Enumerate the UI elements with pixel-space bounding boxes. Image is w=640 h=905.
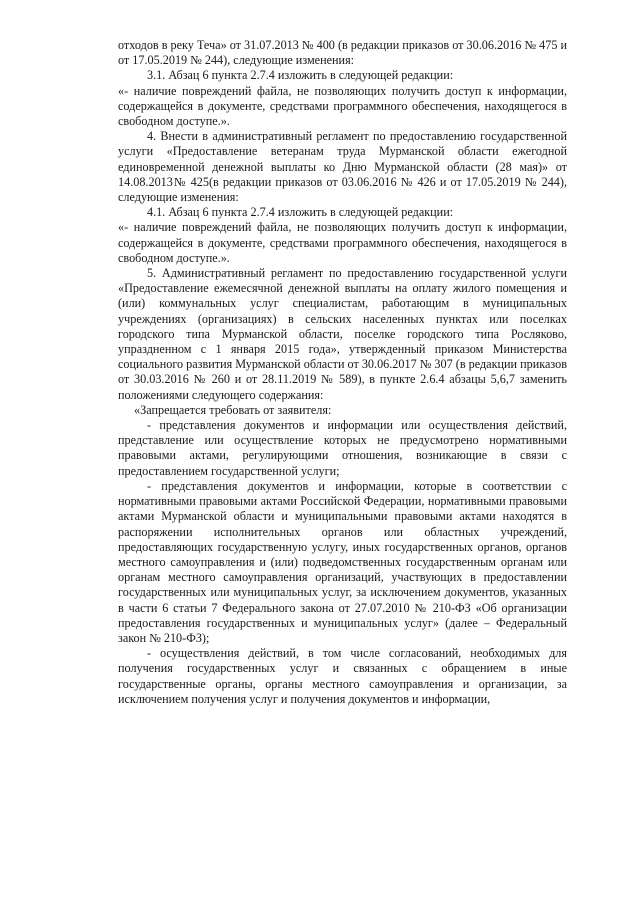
paragraph-7: 5. Административный регламент по предоставлению государственной услуги «Предоставление ежемесячной денежной выплаты на оплату жилого помещения и (или) коммунальных услуг специалистам, работающим в муниципальных учреждениях (организациях) в сельских населенных пунктах или поселках городского типа Мурманской области, поселке городского типа Росляково, упраздненном с 1 января 2015 года», утвержденный приказом Министерства социального развития Мурманской области от 30.06.2017 № 307 (в редакции приказов от 30.03.2016 № 260 и от 28.11.2019 № 589), в пункте 2.6.4 абзацы 5,6,7 заменить положениями следующего содержания: xyxy=(118,266,567,402)
paragraph-4: 4. Внести в административный регламент по предоставлению государственной услуги «Предоставление ветеранам труда Мурманской области ежегодной единовременной денежной выплаты ко Дню Мурманской области (28 мая)» от 14.08.2013№ 425(в редакции приказов от 03.06.2016 № 426 и от 17.05.2019 № 244), следующие изменения: xyxy=(118,129,567,205)
paragraph-2: 3.1. Абзац 6 пункта 2.7.4 изложить в следующей редакции: xyxy=(147,68,454,83)
document-page xyxy=(118,38,567,707)
paragraph-10: - представления документов и информации, которые в соответствии с нормативными правовыми актами Российской Федерации, нормативными правовыми актами Мурманской области и муниципальными правовыми актами находятся в распоряжении исполнительных органов или областных учреждений, предоставляющих государственную услугу, иных государственных органов, органов местного самоуправления и (или) подведомственных государственным органам или органам местного самоуправления организаций, участвующих в предоставлении государственных или муниципальных услуг, за исключением документов, указанных в части 6 статьи 7 Федерального закона от 27.07.2010 № 210-ФЗ «Об организации предоставления государственных и муниципальных услуг» (далее – Федеральный закон № 210-ФЗ); xyxy=(118,478,567,645)
paragraph-8: «Запрещается требовать от заявителя: xyxy=(134,402,332,417)
paragraph-6: «- наличие повреждений файла, не позволяющих получить доступ к информации, содержащейся в документе, средствами программного обеспечения, находящегося в свободном доступе.». xyxy=(118,220,567,265)
paragraph-5: 4.1. Абзац 6 пункта 2.7.4 изложить в следующей редакции: xyxy=(147,205,454,220)
paragraph-9: - представления документов и информации или осуществления действий, представление или осуществление которых не предусмотрено нормативными правовыми актами, регулирующими отношения, возникающие в связи с предоставлением государственной услуги; xyxy=(118,418,567,478)
paragraph-11: - осуществления действий, в том числе согласований, необходимых для получения государственных услуг и связанных с обращением в иные государственные органы, органы местного самоуправления и организации, за исключением получения услуг и получения документов и информации, xyxy=(118,646,567,706)
paragraph-1: отходов в реку Теча» от 31.07.2013 № 400 (в редакции приказов от 30.06.2016 № 475 и от 17.05.2019 № 244), следующие изменения: xyxy=(118,38,567,68)
paragraph-3: «- наличие повреждений файла, не позволяющих получить доступ к информации, содержащейся в документе, средствами программного обеспечения, находящегося в свободном доступе.». xyxy=(118,83,567,129)
